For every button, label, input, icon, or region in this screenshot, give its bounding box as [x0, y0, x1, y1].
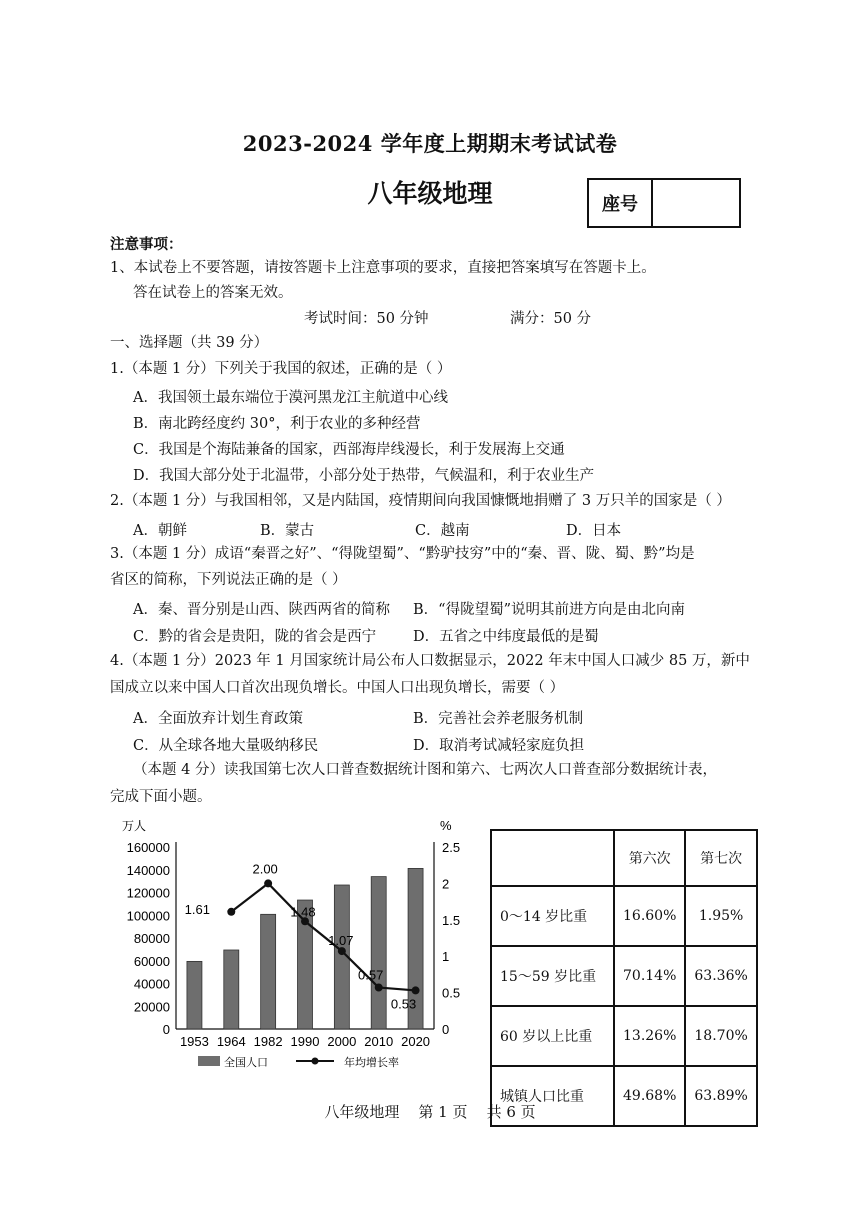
x-tick-label: 1964: [216, 1034, 246, 1049]
table-header-cell: [491, 830, 614, 886]
table-cell: 49.68%: [614, 1066, 685, 1126]
notes-line-2: 答在试卷上的答案无效。: [133, 285, 293, 301]
right-tick-label: 0.5: [442, 985, 461, 1001]
q3-option-c: C．黔的省会是贵阳，陇的省会是西宁: [133, 629, 377, 645]
growth-rate-label: 1.48: [290, 904, 316, 920]
right-tick-label: 2: [442, 876, 450, 892]
right-tick-label: 1.5: [442, 912, 461, 928]
left-tick-label: 140000: [126, 862, 170, 878]
table-cell: 16.60%: [614, 886, 685, 946]
x-tick-label: 2010: [364, 1034, 394, 1049]
growth-rate-label: 1.07: [328, 933, 354, 949]
left-tick-label: 120000: [126, 885, 170, 901]
table-row: [491, 886, 757, 946]
subject-title: 八年级地理: [367, 179, 493, 208]
q1-option-c: C．我国是个海陆兼备的国家，西部海岸线漫长，利于发展海上交通: [133, 442, 565, 458]
legend-line-label: 年均增长率: [344, 1057, 399, 1069]
table-cell: 18.70%: [685, 1006, 756, 1066]
census-table: [490, 829, 758, 1127]
growth-rate-label: 2.00: [252, 861, 278, 877]
population-bar: [224, 950, 239, 1029]
population-chart: [110, 814, 480, 1076]
growth-rate-line: [231, 883, 415, 990]
x-tick-label: 2020: [401, 1034, 431, 1049]
q4-option-b: B．完善社会养老服务机制: [413, 711, 584, 727]
q2-option-c: C．越南: [415, 523, 470, 539]
table-cell: 0～14 岁比重: [491, 886, 614, 946]
q4-option-c: C．从全球各地大量吸纳移民: [133, 738, 319, 754]
notes-heading: 注意事项：: [110, 236, 183, 253]
population-bar: [187, 961, 202, 1029]
q1-option-d: D．我国大部分处于北温带，小部分处于热带，气候温和，利于农业生产: [133, 468, 595, 484]
q3-option-d: D．五省之中纬度最低的是蜀: [413, 629, 599, 645]
q4-option-d: D．取消考试减轻家庭负担: [413, 738, 585, 754]
right-axis-unit: %: [440, 818, 452, 833]
x-tick-label: 2000: [327, 1034, 357, 1049]
footer-total: 共 6 页: [486, 1103, 536, 1121]
left-tick-label: 80000: [133, 931, 170, 946]
growth-rate-label: 0.53: [390, 996, 417, 1012]
population-bar: [261, 914, 276, 1029]
footer-subject: 八年级地理: [324, 1103, 400, 1121]
growth-rate-point: [338, 947, 346, 955]
full-score: 满分：50 分: [510, 311, 592, 327]
group-intro-line-1: （本题 4 分）读我国第七次人口普查数据统计图和第六、七两次人口普查部分数据统计表，: [133, 762, 717, 778]
left-tick-label: 60000: [133, 953, 170, 969]
exam-time: 考试时间：50 分钟: [304, 311, 429, 327]
right-tick-label: 0: [442, 1022, 450, 1037]
table-header-cell: 第七次: [685, 830, 756, 886]
growth-rate-point: [227, 908, 235, 916]
q4-option-a: A．全面放弃计划生育政策: [133, 711, 303, 727]
seat-number-box: [587, 178, 741, 228]
legend-line-marker: [312, 1058, 319, 1065]
left-tick-label: 40000: [133, 976, 170, 992]
table-header-cell: 第六次: [614, 830, 685, 886]
table-cell: 15～59 岁比重: [491, 946, 614, 1006]
growth-rate-point: [264, 879, 272, 887]
q2-stem: 2.（本题 1 分）与我国相邻，又是内陆国，疫情期间向我国慷慨地捐赠了 3 万只羊的国家是（ ）: [110, 493, 731, 509]
page-footer: [0, 1101, 860, 1122]
q1-option-b: B．南北跨经度约 30°，利于农业的多种经营: [133, 416, 421, 432]
table-cell: 63.89%: [685, 1066, 756, 1126]
q2-option-b: B．蒙古: [260, 523, 315, 539]
section-heading: 一、选择题（共 39 分）: [110, 335, 269, 351]
growth-rate-label: 1.61: [184, 901, 210, 917]
right-tick-label: 1: [442, 949, 450, 965]
q3-option-b: B．“得陇望蜀”说明其前进方向是由北向南: [413, 602, 685, 618]
x-tick-label: 1953: [179, 1034, 209, 1049]
left-tick-label: 100000: [126, 908, 170, 924]
footer-page: 第 1 页: [418, 1103, 468, 1121]
growth-rate-point: [375, 984, 383, 992]
population-bar: [371, 877, 386, 1029]
left-tick-label: 20000: [133, 999, 170, 1015]
table-header-row: [491, 830, 757, 886]
seat-number-label: 座号: [589, 180, 653, 226]
left-axis-unit: 万人: [122, 819, 147, 833]
growth-rate-label: 0.57: [358, 967, 384, 983]
table-cell: 70.14%: [614, 946, 685, 1006]
table-cell: 1.95%: [685, 886, 756, 946]
x-tick-label: 1982: [253, 1034, 283, 1049]
q2-option-d: D．日本: [566, 523, 622, 539]
legend-bar-swatch: [198, 1056, 220, 1066]
left-tick-label: 0: [162, 1022, 170, 1037]
q3-stem-line-2: 省区的简称，下列说法正确的是（ ）: [110, 572, 347, 588]
growth-rate-point: [412, 986, 420, 994]
legend-bar-label: 全国人口: [224, 1057, 268, 1069]
table-row: [491, 1006, 757, 1066]
q1-option-a: A．我国领土最东端位于漠河黑龙江主航道中心线: [133, 390, 448, 406]
q4-stem-line-1: 4.（本题 1 分）2023 年 1 月国家统计局公布人口数据显示，2022 年末中国人口减少 85 万，新中: [110, 653, 750, 669]
notes-line-1: 1、本试卷上不要答题，请按答题卡上注意事项的要求，直接把答案填写在答题卡上。: [110, 260, 656, 276]
x-tick-label: 1990: [290, 1034, 320, 1049]
q2-option-a: A．朝鲜: [133, 523, 187, 539]
table-cell: 13.26%: [614, 1006, 685, 1066]
table-row: [491, 946, 757, 1006]
table-cell: 城镇人口比重: [491, 1066, 614, 1126]
q1-stem: 1.（本题 1 分）下列关于我国的叙述，正确的是（ ）: [110, 361, 452, 377]
q3-option-a: A．秦、晋分别是山西、陕西两省的简称: [133, 602, 390, 618]
q3-stem-line-1: 3.（本题 1 分）成语“秦晋之好”、“得陇望蜀”、“黔驴技穷”中的“秦、晋、陇、蜀、黔”均是: [110, 546, 695, 562]
group-intro-line-2: 完成下面小题。: [110, 789, 212, 805]
q4-stem-line-2: 国成立以来中国人口首次出现负增长。中国人口出现负增长，需要（ ）: [110, 680, 565, 696]
table-cell: 63.36%: [685, 946, 756, 1006]
exam-title: 2023-2024 学年度上期期末考试试卷: [242, 131, 618, 156]
table-cell: 60 岁以上比重: [491, 1006, 614, 1066]
right-tick-label: 2.5: [442, 840, 461, 855]
left-tick-label: 160000: [126, 840, 170, 855]
